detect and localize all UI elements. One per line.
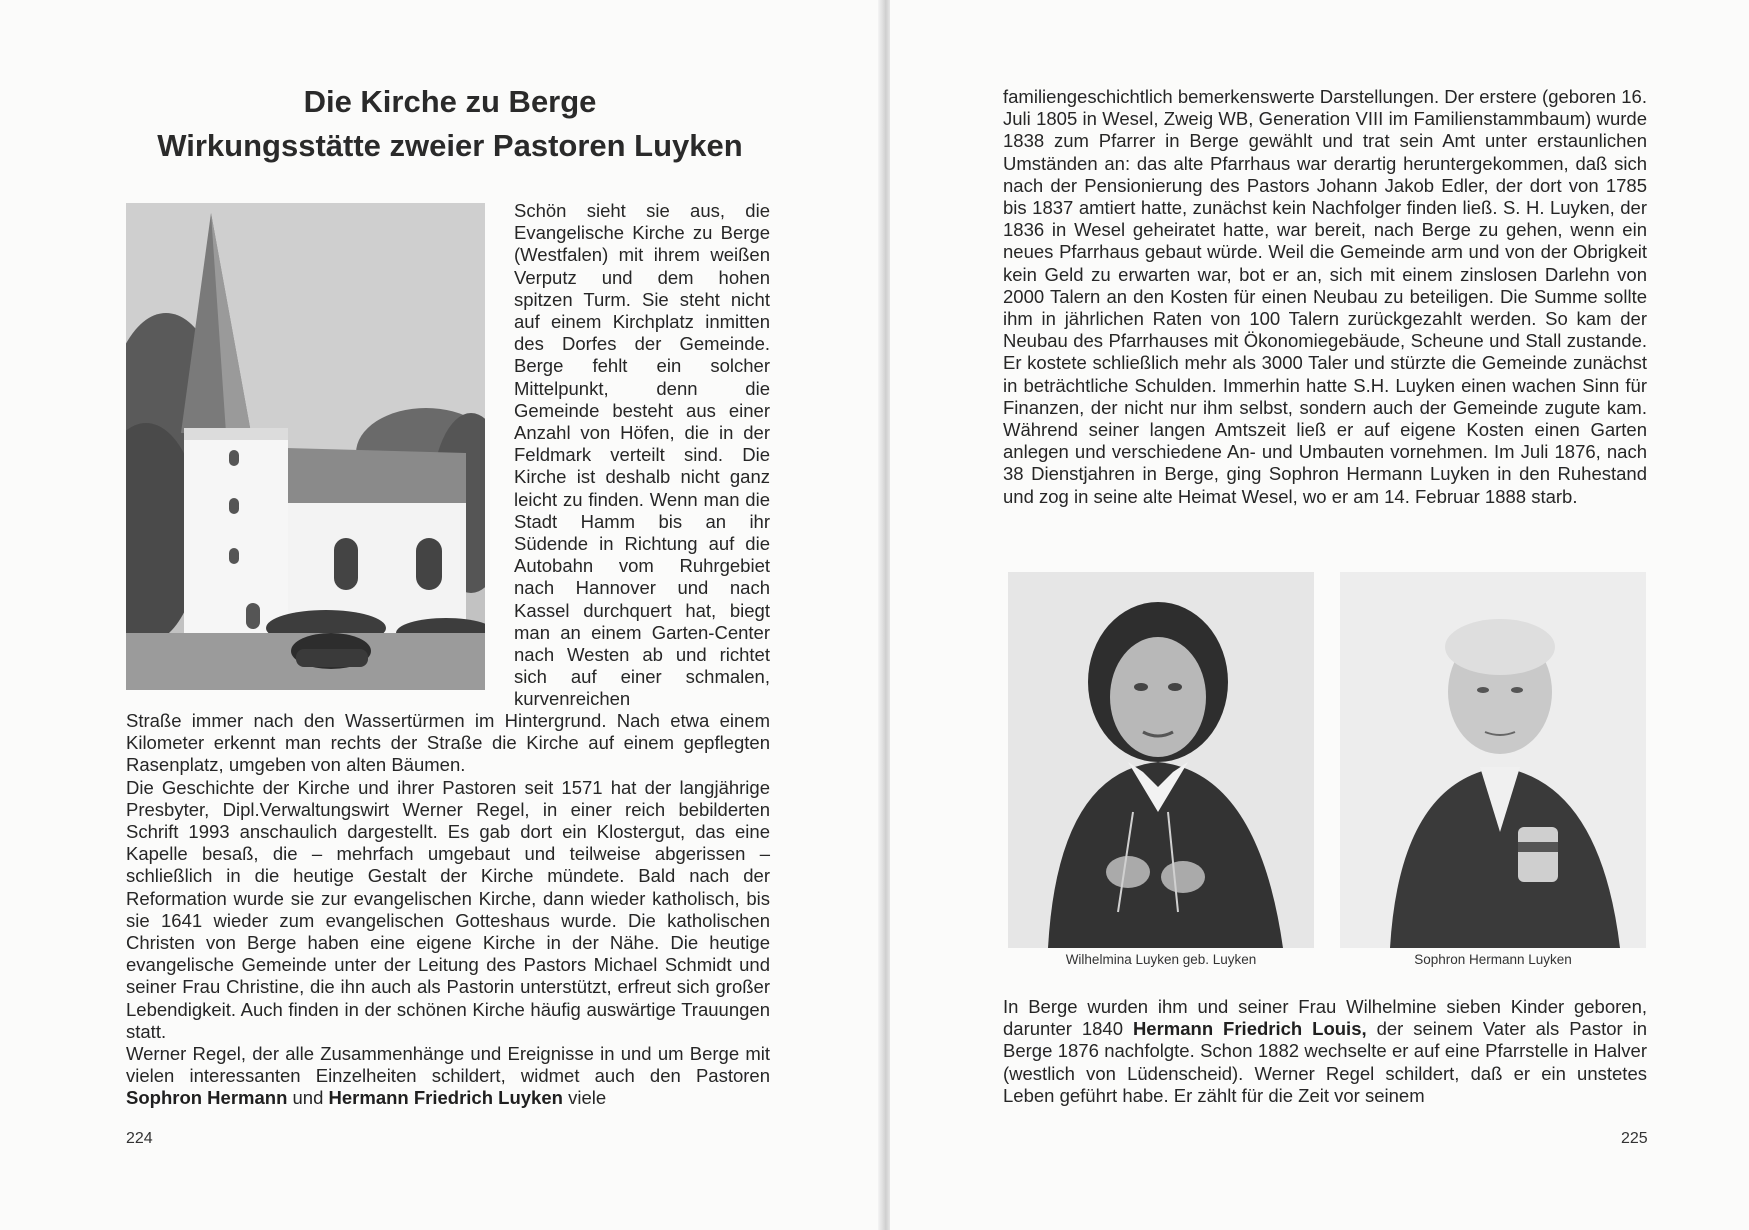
regel-text-start: Werner Regel, der alle Zusammenhänge und Ereignisse in und um Berge mit vielen interessanten Einzelheiten schildert, widmet auch den Pastoren [126, 1043, 770, 1087]
right-text-end: der seinem Vater als Pastor in Berge 1876 nachfolgte. Schon 1882 wechselte er auf eine Pfarrstelle in Halver (westlich von Lüdenscheid). Werner Regel schildert, daß er ein unstetes Leben geführt habe. Er zählt für die Zeit vor seinem [1003, 1018, 1647, 1106]
church-illustration [126, 203, 485, 690]
intro-paragraph: Schön sieht sie aus, die Evangelische Kirche zu Berge (Westfalen) mit ihrem weißen Verputz und dem hohen spitzen Turm. Sie steht nicht auf einem Kirchplatz inmitten des Dorfes der Gemeinde. Berge fehlt ein solcher Mittelpunkt, denn die Gemeinde besteht aus einer Anzahl von Höfen, die in der Feldmark verteilt sind. Die Kirche ist deshalb nicht ganz leicht zu finden. Wenn man die Stadt Hamm bis an ihr Südende in Richtung auf die Autobahn vom Ruhrgebiet nach Hannover und nach Kassel durchquert hat, biegt man an einem Garten-Center nach Westen ab und richtet sich auf einer schmalen, kurvenreichen [514, 200, 770, 710]
bold-name-sophron: Sophron Hermann [126, 1087, 288, 1109]
left-main-text [126, 710, 770, 1110]
caption-sophron: Sophron Hermann Luyken [1414, 952, 1572, 967]
title-line-1: Die Kirche zu Berge [303, 84, 597, 119]
page-number-right: 225 [1621, 1130, 1648, 1147]
portrait-sophron [1340, 572, 1646, 948]
caption-wilhelmina: Wilhelmina Luyken geb. Luyken [1065, 952, 1257, 967]
regel-text-end: viele [562, 1087, 607, 1109]
title-line-2: Wirkungsstätte zweier Pastoren Luyken [157, 128, 743, 163]
bold-name-hermann: Hermann Friedrich Luyken [328, 1087, 563, 1109]
right-paragraph-1: familiengeschichtlich bemerkenswerte Darstellungen. Der erstere (geboren 16. Juli 1805 in Wesel, Zweig WB, Generation VIII im Familienstammbaum) wurde 1838 zum Pfarrer in Berge gewählt und trat sein Amt unter erstaunlichen Umständen an: das alte Pfarrhaus war derartig heruntergekommen, daß sich nach der Pensionierung des Pastors Johann Jakob Edler, der dort von 1785 bis 1837 amtiert hatte, zunächst kein Nachfolger finden ließ. S. H. Luyken, der 1836 in Wesel geheiratet hatte, war bereit, nach Berge zu gehen, wenn ein neues Pfarrhaus gebaut würde. Weil die Gemeinde arm und von der Obrigkeit kein Geld zu erwarten war, bot er an, sich mit einem zinslosen Darlehn von 2000 Talern an den Kosten für einen Neubau zu beteiligen. Die Summe sollte ihm in jährlichen Raten von 100 Talern zurückgezahlt werden. So kam der Neubau des Pfarrhauses mit Ökonomiegebäude, Scheune und Stall zustande. Er kostete schließlich mehr als 3000 Taler und stürzte die Gemeinde zunächst in beträchtliche Schulden. Immerhin hatte S.H. Luyken einen wachen Sinn für Finanzen, der nicht nur ihm selbst, sondern auch der Gemeinde zugute kam. Während seiner langen Amtszeit ließ er auf eigene Kosten einen Garten anlegen und verschiedene An- und Umbauten vornehmen. Im Juli 1876, nach 38 Dienstjahren in Berge, ging Sophron Hermann Luyken in den Ruhestand und zog in seine alte Heimat Wesel, wo er am 14. Februar 1888 starb. [1003, 86, 1647, 507]
history-paragraph: Die Geschichte der Kirche und ihrer Pastoren seit 1571 hat der langjährige Presbyter, Dipl.Verwaltungswirt Werner Regel, in einer reich bebilderten Schrift 1993 anschaulich dargestellt. Es gab dort ein Klostergut, das eine Kapelle besaß, die – mehrfach umgebaut und teilweise abgerissen – schließlich in die heutige Gestalt der Kirche mündete. Bald nach der Reformation wurde sie zur evangelischen Kirche, dann wieder katholisch, bis sie 1641 wieder zum evangelischen Gotteshaus wurde. Die katholischen Christen von Berge haben eine eigene Kirche in der Nähe. Die heutige evangelische Gemeinde unter der Leitung des Pastors Michael Schmidt und seiner Frau Christine, die ihn auch als Pastorin unterstützt, erfreut sich großer Lebendigkeit. Auch finden in der schönen Kirche häufig auswärtige Trauungen statt. [126, 776, 770, 1042]
and-word: und [287, 1087, 329, 1109]
continuation-paragraph: Straße immer nach den Wassertürmen im Hintergrund. Nach etwa einem Kilometer erkennt man rechts der Straße die Kirche auf einem gepflegten Rasenplatz, umgeben von alten Bäumen. [126, 710, 770, 776]
article-title [110, 80, 790, 168]
right-paragraph-2 [1003, 996, 1647, 1107]
bold-name-louis: Hermann Friedrich Louis, [1132, 1018, 1367, 1040]
page-number-left: 224 [126, 1130, 153, 1147]
portrait-woman-illustration [1008, 572, 1314, 948]
right-text-start: In Berge wurden ihm und seiner Frau Wilhelmine sieben Kinder geboren, darunter 1840 [1003, 996, 1647, 1040]
portrait-man-illustration [1340, 572, 1646, 948]
regel-paragraph [126, 1043, 770, 1110]
portrait-wilhelmina [1008, 572, 1314, 948]
church-photo [126, 203, 485, 690]
